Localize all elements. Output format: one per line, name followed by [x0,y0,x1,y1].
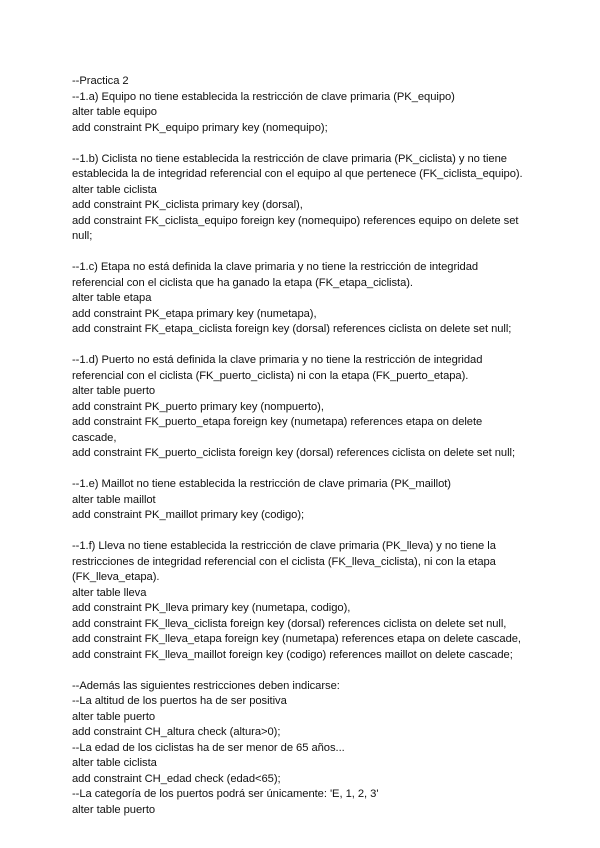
text-line: alter table ciclista [72,183,157,196]
text-line: restricciones de integridad referencial con el ciclista (FK_lleva_ciclista), ni con la etapa [72,555,496,568]
text-line: add constraint CH_altura check (altura>0); [72,726,281,738]
text-line: --Además las siguientes restricciones deben indicarse: [72,679,340,692]
text-line: add constraint PK_maillot primary key (codigo); [72,509,305,521]
document-body [72,74,542,818]
text-line: add constraint CH_edad check (edad<65); [72,772,281,785]
text-line: --1.f) Lleva no tiene establecida la restricción de clave primaria (PK_lleva) y no tiene la [72,540,496,552]
paragraph-gap [72,245,542,261]
text-line: add constraint FK_puerto_ciclista foreign key (dorsal) references ciclista on delete set null; [72,447,516,459]
text-line: alter table equipo [72,106,157,118]
text-line: cascade, [72,431,117,444]
text-line: --1.c) Etapa no está definida la clave primaria y no tiene la restricción de integridad [72,261,479,273]
text-line: add constraint FK_ciclista_equipo foreign key (nomequipo) references equipo on delete set [72,214,519,227]
text-line: --1.a) Equipo no tiene establecida la restricción de clave primaria (PK_equipo) [72,90,455,103]
paragraph-gap [72,524,542,540]
text-line: alter table puerto [72,385,156,397]
text-line: (FK_lleva_etapa). [72,571,160,583]
text-line: add constraint PK_equipo primary key (nomequipo); [72,121,328,134]
text-line: --Practica 2 [72,75,129,87]
text-line: --1.e) Maillot no tiene establecida la restricción de clave primaria (PK_maillot) [72,478,451,490]
paragraph-gap [72,338,542,354]
text-line: alter table etapa [72,292,152,304]
text-line: referencial con el ciclista (FK_puerto_ciclista) ni con la etapa (FK_puerto_etapa). [72,369,469,382]
text-line: null; [72,230,93,242]
text-line: --La altitud de los puertos ha de ser positiva [72,695,287,707]
text-line: add constraint FK_lleva_maillot foreign key (codigo) references maillot on delete cascade; [72,648,513,661]
text-line: alter table puerto [72,803,156,816]
text-line: --1.d) Puerto no está definida la clave primaria y no tiene la restricción de integridad [72,354,483,366]
text-line: alter table puerto [72,710,156,723]
text-line: add constraint FK_puerto_etapa foreign key (numetapa) references etapa on delete [72,416,483,428]
paragraph-gap [72,663,542,679]
text-line: --La edad de los ciclistas ha de ser menor de 65 años... [72,741,345,754]
text-line: alter table ciclista [72,757,157,769]
text-line: add constraint FK_lleva_ciclista foreign key (dorsal) references ciclista on delete set null, [72,617,507,630]
text-line: referencial con el ciclista que ha ganado la etapa (FK_etapa_ciclista). [72,276,413,289]
text-line: establecida la de integridad referencial con el equipo al que pertenece (FK_ciclista_equipo). [72,168,523,180]
text-line: add constraint PK_lleva primary key (numetapa, codigo), [72,602,351,614]
text-line: add constraint PK_etapa primary key (numetapa), [72,307,317,320]
text-line: --1.b) Ciclista no tiene establecida la restricción de clave primaria (PK_ciclista) y no tiene [72,152,507,165]
text-line: alter table maillot [72,493,156,506]
paragraph-gap [72,136,542,152]
text-line: alter table lleva [72,586,147,599]
text-line: add constraint FK_etapa_ciclista foreign key (dorsal) references ciclista on delete set null; [72,323,512,335]
paragraph-gap [72,462,542,478]
text-line: add constraint FK_lleva_etapa foreign key (numetapa) references etapa on delete cascade, [72,633,521,645]
text-line: add constraint PK_ciclista primary key (dorsal), [72,199,303,211]
text-line: --La categoría de los puertos podrá ser únicamente: 'E, 1, 2, 3' [72,788,379,800]
text-line: add constraint PK_puerto primary key (nompuerto), [72,400,324,413]
